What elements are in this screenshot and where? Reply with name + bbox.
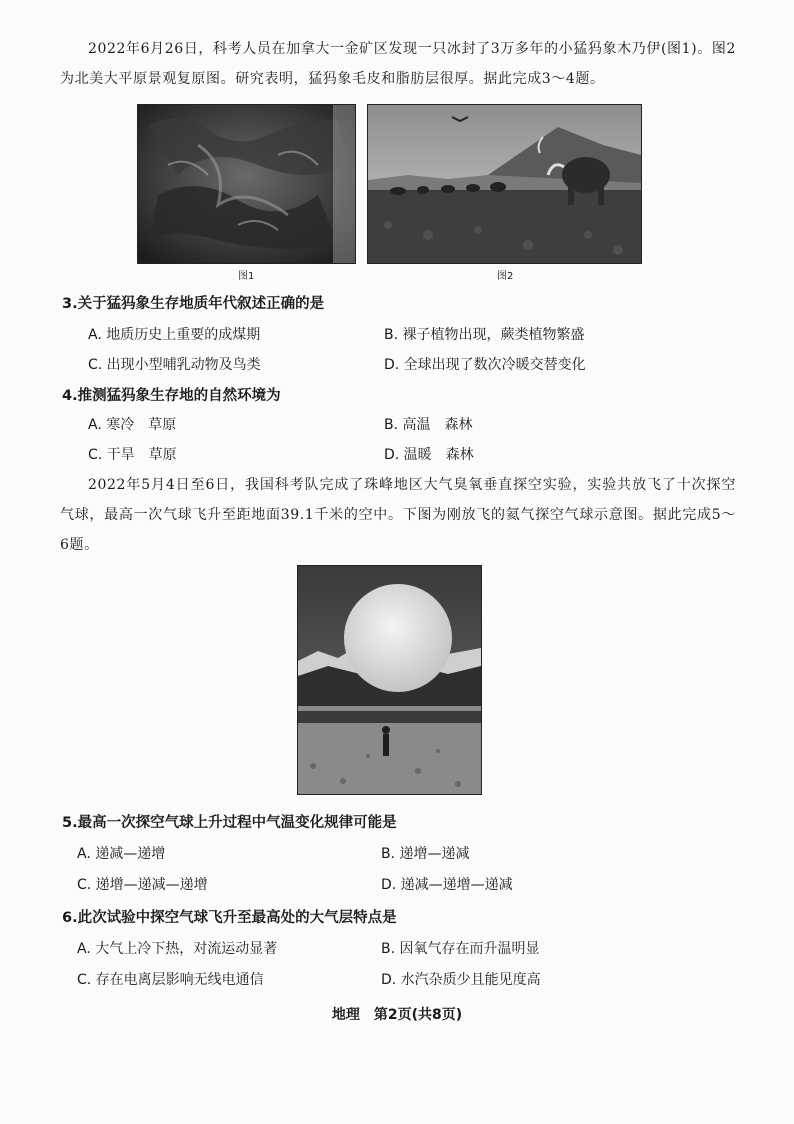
question-6-stem: 6.此次试验中探空气球飞升至最高处的大气层特点是 <box>62 910 397 926</box>
question-5-option-c[interactable]: C. 递增—递减—递增 <box>77 877 208 893</box>
question-6-option-b[interactable]: B. 因氧气存在而升温明显 <box>381 941 540 957</box>
passage-2: 2022年5月4日至6日，我国科考队完成了珠峰地区大气臭氧垂直探空实验，实验共放飞了十次探空气球，最高一次气球飞升至距地面39.1千米的空中。下图为刚放飞的氦气探空气球示意图。据此完成5～6题。 <box>60 477 736 553</box>
question-5-option-b[interactable]: B. 递增—递减 <box>381 846 470 862</box>
figure-2-caption: 图2 <box>497 271 514 282</box>
question-6-option-a[interactable]: A. 大气上冷下热，对流运动显著 <box>77 941 278 957</box>
figure-1-caption: 图1 <box>238 271 255 282</box>
question-5-option-d[interactable]: D. 递减—递增—递减 <box>381 877 513 893</box>
question-6-option-d[interactable]: D. 水汽杂质少且能见度高 <box>381 972 541 988</box>
question-5-stem: 5.最高一次探空气球上升过程中气温变化规律可能是 <box>62 815 397 831</box>
question-6-option-c[interactable]: C. 存在电离层影响无线电通信 <box>77 972 264 988</box>
page-footer: 地理 第2页(共8页) <box>331 1007 463 1023</box>
question-3-option-a[interactable]: A. 地质历史上重要的成煤期 <box>88 327 261 343</box>
figure-1-mammoth-mummy <box>137 104 356 264</box>
question-4-stem: 4.推测猛犸象生存地的自然环境为 <box>62 388 281 404</box>
question-3-option-d[interactable]: D. 全球出现了数次冷暖交替变化 <box>384 357 586 373</box>
question-4-option-d[interactable]: D. 温暖 森林 <box>384 447 474 463</box>
figure-2-north-american-plain-reconstruction <box>367 104 642 264</box>
question-3-option-b[interactable]: B. 裸子植物出现，蕨类植物繁盛 <box>384 327 585 343</box>
question-3-stem: 3.关于猛犸象生存地质年代叙述正确的是 <box>62 296 325 312</box>
passage-1: 2022年6月26日，科考人员在加拿大一金矿区发现一只冰封了3万多年的小猛犸象木乃伊(图1)。图2为北美大平原景观复原图。研究表明，猛犸象毛皮和脂肪层很厚。据此完成3～4题。 <box>60 41 736 87</box>
question-4-option-a[interactable]: A. 寒冷 草原 <box>88 417 177 433</box>
question-4-option-c[interactable]: C. 干旱 草原 <box>88 447 177 463</box>
question-4-option-b[interactable]: B. 高温 森林 <box>384 417 473 433</box>
question-3-option-c[interactable]: C. 出现小型哺乳动物及鸟类 <box>88 357 261 373</box>
question-5-option-a[interactable]: A. 递减—递增 <box>77 846 166 862</box>
figure-sounding-balloon <box>297 565 482 795</box>
